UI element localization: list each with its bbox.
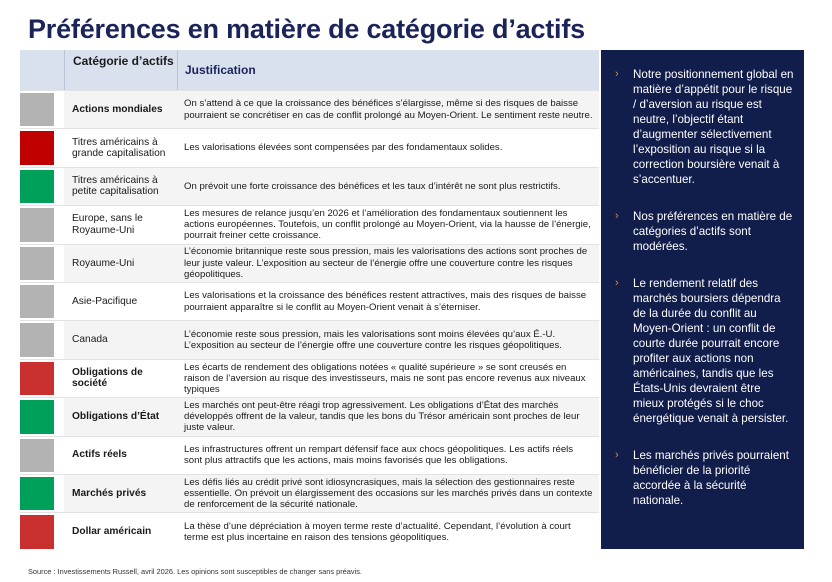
preference-swatch [20, 170, 54, 203]
category-cell: Dollar américain [72, 526, 152, 538]
justification-cell: On prévoit une forte croissance des bénéfices et les taux d’intérêt ne sont plus restrictifs. [177, 168, 599, 205]
table-row [20, 282, 599, 320]
header-category: Catégorie d’actifs [64, 50, 177, 90]
justification-cell: Les marchés ont peut-être réagi trop agressivement. Les obligations d’État des marchés développés offrent de la valeur, tandis que les bons du Trésor américain sont proches de leur juste valeur. [177, 398, 599, 435]
category-cell: Actions mondiales [64, 91, 177, 128]
preference-swatch [20, 439, 54, 472]
key-point-item [615, 209, 794, 254]
justification-cell: L’économie reste sous pression, mais les valorisations sont moins élevées qu’aux É.-U. L’exposition au secteur de l’énergie offre une couverture contre les risques géopolitiques. [177, 321, 599, 358]
justification-cell: Les valorisations et la croissance des bénéfices restent attractives, mais des risques de baisse pourraient apparaître si le conflit au Moyen-Orient venait à s’éterniser. [184, 290, 587, 313]
key-points-panel [601, 50, 804, 549]
header-swatch-cell [20, 50, 64, 90]
justification-cell: L’économie britannique reste sous pression, mais les valorisations des actions sont proches de leur juste valeur. L’exposition au secteur de l’énergie offre une couverture contre les risques géopolitiques. [177, 245, 599, 282]
asset-preferences-table [20, 50, 599, 551]
chevron-right-icon: › [615, 449, 619, 461]
preference-swatch [20, 208, 54, 241]
category-cell: Marchés privés [64, 475, 177, 512]
preference-swatch [20, 515, 54, 548]
category-cell: Obligations de société [72, 366, 143, 390]
key-point-text: Notre positionnement global en matière d’appétit pour le risque / d’aversion au risque est neutre, l’objectif étant d’augmenter sélectivement l’exposition au risque si la correction boursière venait à s’accentuer. [633, 68, 794, 186]
table-row [20, 436, 599, 474]
category-cell: Canada [64, 321, 177, 358]
category-cell: Europe, sans le Royaume-Uni [72, 213, 143, 236]
key-point-item [615, 67, 794, 187]
chevron-right-icon: › [615, 210, 619, 222]
preference-swatch [20, 131, 54, 164]
key-point-text: Nos préférences en matière de catégories d’actifs sont modérées. [633, 210, 793, 253]
table-row [20, 474, 599, 512]
preference-swatch [20, 285, 54, 318]
justification-cell: Les valorisations élevées sont compensées par des fondamentaux solides. [184, 142, 503, 154]
preference-swatch [20, 93, 54, 126]
preference-swatch [20, 477, 54, 510]
category-cell: Royaume-Uni [64, 245, 177, 282]
source-note: Source : Investissements Russell, avril 2026. Les opinions sont susceptibles de changer sans préavis. [28, 567, 362, 576]
table-row [20, 205, 599, 243]
category-cell: Titres américains à grande capitalisation [72, 136, 166, 160]
table-row [20, 128, 599, 166]
header-justification: Justification [177, 50, 599, 90]
chevron-right-icon: › [615, 277, 619, 289]
table-body [20, 90, 599, 551]
justification-cell: Les écarts de rendement des obligations notées « qualité supérieure » se sont creusés en raison de l’aversion au risque des investisseurs, mais ne sont pas encore revenus aux niveaux typiques [184, 361, 586, 396]
table-row [20, 359, 599, 397]
justification-cell: La thèse d’une dépréciation à moyen terme reste d’actualité. Cependant, l’évolution à court terme est plus incertaine en raison des tensions géopolitiques. [184, 520, 571, 543]
category-cell: Asie-Pacifique [72, 295, 138, 307]
justification-cell: Les mesures de relance jusqu’en 2026 et l’amélioration des fondamentaux soutiennent les actions européennes. Toutefois, un conflit prolongé au Moyen-Orient, via la hausse de l’énergie, pourrait freiner cette croissance. [184, 208, 591, 242]
key-point-item [615, 448, 794, 508]
category-cell: Actifs réels [72, 449, 127, 461]
key-point-item [615, 276, 794, 426]
justification-cell: On s’attend à ce que la croissance des bénéfices s’élargisse, même si des risques de baisse pourraient se concrétiser en cas de conflit prolongé au Moyen-Orient. Le sentiment reste neutre. [177, 91, 599, 128]
table-row [20, 90, 599, 128]
table-row [20, 244, 599, 282]
table-row [20, 167, 599, 205]
table-row [20, 512, 599, 550]
table-row [20, 397, 599, 435]
preference-swatch [20, 400, 54, 433]
key-point-text: Les marchés privés pourraient bénéficier de la priorité accordée à la sécurité nationale. [633, 449, 789, 507]
table-header [20, 50, 599, 90]
page-title: Préférences en matière de catégorie d’actifs [28, 14, 585, 44]
category-cell: Titres américains à petite capitalisation [64, 168, 177, 205]
key-point-text: Le rendement relatif des marchés boursiers dépendra de la durée du conflit au Moyen-Orient : un conflit de courte durée pourrait encore profiter aux actions non américaines, tandis que les États-Unis devraient être mieux protégés si le choc énergétique venait à persister. [633, 277, 789, 425]
preference-swatch [20, 362, 54, 395]
category-cell: Obligations d’État [64, 398, 177, 435]
preference-swatch [20, 247, 54, 280]
preference-swatch [20, 323, 54, 356]
key-points-list [615, 67, 794, 508]
chevron-right-icon: › [615, 68, 619, 80]
justification-cell: Les défis liés au crédit privé sont idiosyncrasiques, mais la sélection des gestionnaires reste essentielle. On prévoit un élargissement des occasions sur les marchés privés dans un contexte de renforcement de la sécurité nationale. [177, 475, 599, 512]
justification-cell: Les infrastructures offrent un rempart défensif face aux chocs géopolitiques. Les actifs réels sont plus attractifs que les actions, mais moins favorisés que les obligations. [184, 444, 574, 467]
table-row [20, 320, 599, 358]
